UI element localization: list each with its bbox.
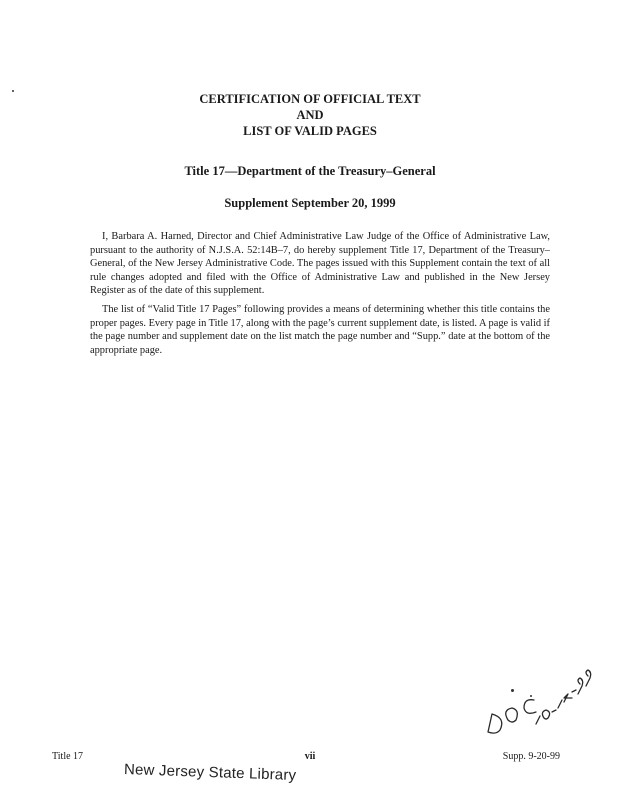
certification-paragraph: I, Barbara A. Harned, Director and Chief Administrative Law Judge of the Office of Administrative Law, pursuant to the authority of N.J.S.A. 52:14B–7, do hereby supplement Title 17, Department of the Treasury–General, of the New Jersey Administrative Code. The pages issued with this Supplement contain the text of all rule changes adopted and filed with the Office of Administrative Law and published in the New Jersey Register as of the date of this supplement. — [90, 231, 550, 297]
title-heading: Title 17—Department of the Treasury–General — [184, 164, 436, 178]
valid-pages-paragraph: The list of “Valid Title 17 Pages” following provides a means of determining whether this title contains the proper pages. Every page in Title 17, along with the page’s current supplement date, is listed. A page is valid if the page number and supplement date on the list match the page number and “Supp.” date at the bottom of the appropriate page. — [90, 304, 550, 356]
ink-speck — [511, 689, 514, 692]
footer-page-number: vii — [304, 751, 316, 762]
certification-heading — [0, 91, 620, 139]
supplement-date-heading: Supplement September 20, 1999 — [224, 196, 396, 210]
heading-line-2: AND — [296, 108, 324, 122]
heading-line-1: CERTIFICATION OF OFFICIAL TEXT — [199, 92, 421, 106]
heading-line-3: LIST OF VALID PAGES — [243, 124, 377, 138]
handwritten-date-stamp — [478, 662, 598, 752]
ink-speck — [530, 695, 532, 697]
library-stamp: New Jersey State Library — [123, 761, 297, 785]
footer-supplement-date: Supp. 9-20-99 — [502, 751, 560, 762]
ink-speck — [12, 90, 14, 92]
footer-title: Title 17 — [52, 751, 84, 762]
